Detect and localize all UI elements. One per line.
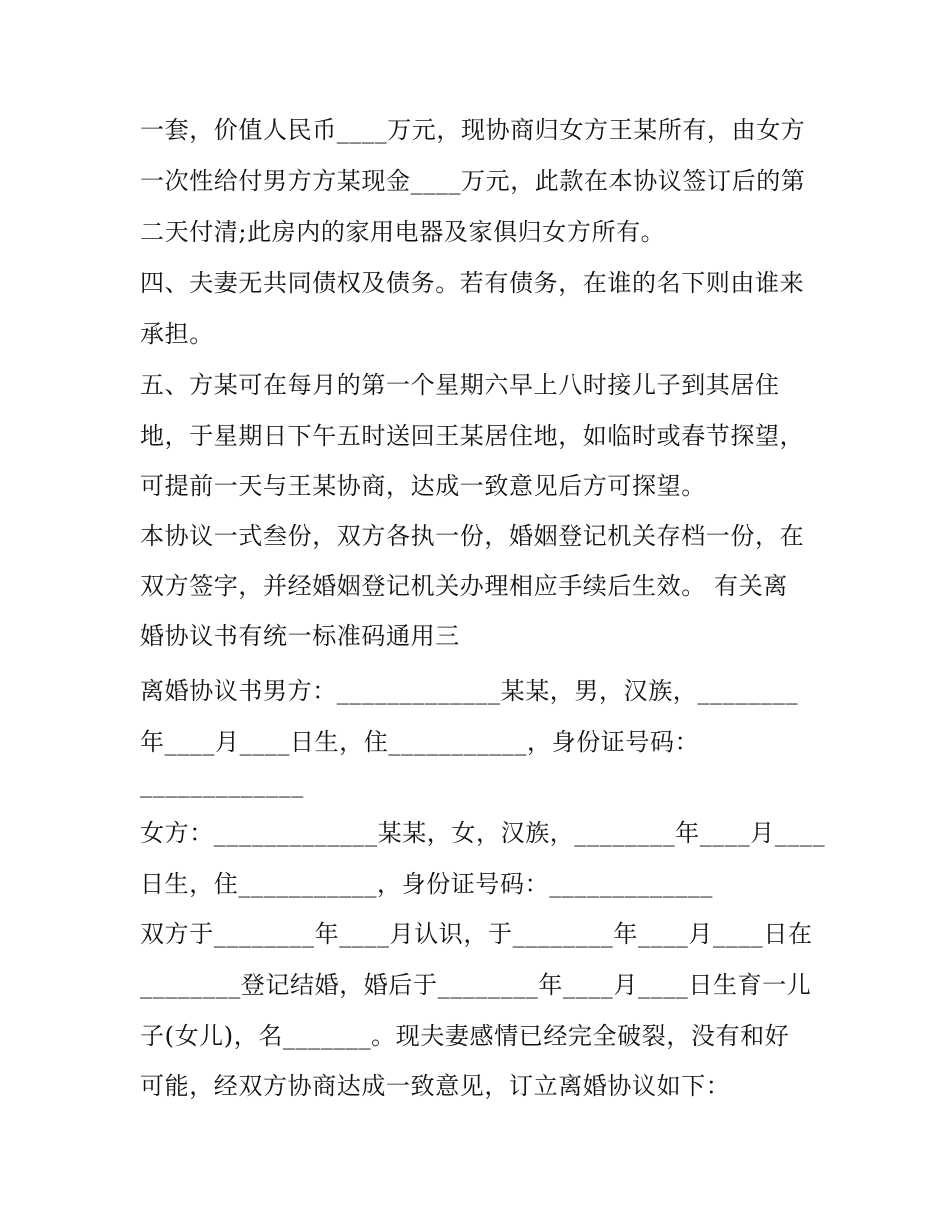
text-line: 一次性给付男方方某现金____万元，此款在本协议签订后的第 — [140, 167, 806, 195]
text-line: 日生，住___________，身份证号码：_____________ — [140, 870, 713, 898]
text-line: 双方签字，并经婚姻登记机关办理相应手续后生效。 有关离 — [140, 572, 788, 600]
text-line: ________登记结婚，婚后于________年____月____日生育一儿 — [140, 971, 812, 999]
text-line: 可能，经双方协商达成一致意见，订立离婚协议如下： — [140, 1072, 731, 1100]
text-line: 子(女儿)，名_______。现夫妻感情已经完全破裂，没有和好 — [140, 1022, 790, 1050]
text-line: 本协议一式叁份，双方各执一份，婚姻登记机关存档一份，在 — [140, 522, 805, 550]
text-line: 五、方某可在每月的第一个星期六早上八时接儿子到其居住 — [140, 371, 780, 399]
text-line: 地，于星期日下午五时送回王某居住地，如临时或春节探望， — [140, 422, 805, 450]
text-line: 承担。 — [140, 320, 214, 348]
text-line: 女方：_____________某某，女，汉族，________年____月____ — [140, 819, 826, 847]
text-line: 一套，价值人民币____万元，现协商归女方王某所有，由女方 — [140, 116, 806, 144]
text-line: 双方于________年____月认识，于________年____月____日在 — [140, 920, 813, 948]
text-line: 四、夫妻无共同债权及债务。若有债务，在谁的名下则由谁来 — [140, 269, 805, 297]
text-line: 二天付清;此房内的家用电器及家俱归女方所有。 — [140, 218, 666, 246]
text-line: 婚协议书有统一标准码通用三 — [140, 622, 460, 650]
text-line: 离婚协议书男方：_____________某某，男，汉族，________ — [140, 677, 799, 705]
text-line: 可提前一天与王某协商，达成一致意见后方可探望。 — [140, 472, 706, 500]
text-line: _____________ — [140, 770, 304, 798]
text-line: 年____月____日生，住___________，身份证号码： — [140, 728, 700, 756]
